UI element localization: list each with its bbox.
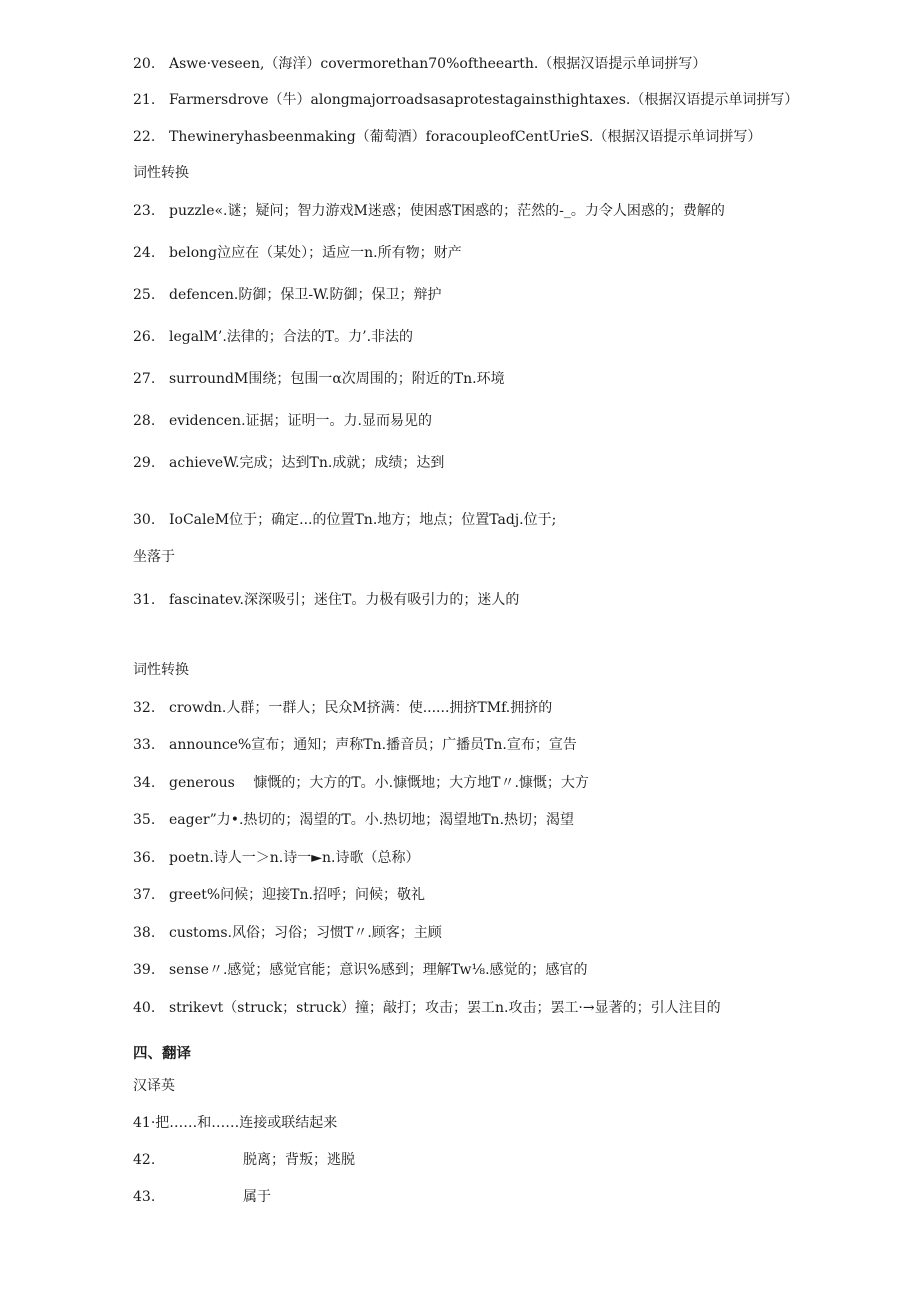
question-39 bbox=[133, 960, 880, 980]
question-number: 27. bbox=[133, 371, 156, 387]
question-text: surroundM围绕；包围一α次周围的；附近的Tn.环境 bbox=[169, 371, 505, 387]
question-31 bbox=[133, 590, 880, 610]
question-number: 36. bbox=[133, 850, 156, 866]
question-text: achieveW.完成；达到Tn.成就；成绩；达到 bbox=[169, 455, 445, 471]
question-text: generous 慷慨的；大方的T。小.慷慨地；大方地T〃.慷慨；大方 bbox=[169, 775, 589, 791]
question-27 bbox=[133, 369, 880, 389]
question-30 bbox=[133, 510, 880, 530]
question-42 bbox=[133, 1150, 880, 1170]
question-number: 25. bbox=[133, 287, 156, 303]
question-26 bbox=[133, 327, 880, 347]
question-28 bbox=[133, 411, 880, 431]
question-21 bbox=[133, 90, 880, 110]
section-heading-word-forms: 词性转换 bbox=[133, 165, 189, 181]
question-text: sense〃.感觉；感觉官能；意识%感到；理解Tw⅛.感觉的；感官的 bbox=[169, 962, 588, 978]
question-24 bbox=[133, 243, 880, 263]
question-text: defencen.防御；保卫-W.防御；保卫；辩护 bbox=[169, 287, 442, 303]
question-25 bbox=[133, 285, 880, 305]
question-text: legalM’.法律的；合法的T。力’.非法的 bbox=[169, 329, 414, 345]
question-text: evidencen.证据；证明一。力.显而易见的 bbox=[169, 413, 432, 429]
question-38 bbox=[133, 923, 880, 943]
question-text: poetn.诗人一＞n.诗一►n.诗歌（总称） bbox=[169, 850, 420, 866]
question-text: belong泣应在（某处）；适应一n.所有物；财产 bbox=[169, 245, 462, 261]
question-number: 33. bbox=[133, 737, 156, 753]
question-text: 脱离；背叛；逃脱 bbox=[243, 1152, 355, 1168]
question-number: 39. bbox=[133, 962, 156, 978]
question-number: 23. bbox=[133, 203, 156, 219]
question-30-continuation: 坐落于 bbox=[133, 549, 175, 565]
question-number: 20. bbox=[133, 56, 156, 72]
question-number: 21. bbox=[133, 92, 156, 108]
question-text: crowdn.人群；一群人；民众M挤满：使......拥挤TMf.拥挤的 bbox=[169, 700, 553, 716]
question-text: fascinatev.深深吸引；迷住T。力极有吸引力的；迷人的 bbox=[169, 592, 520, 608]
question-text: IoCaleM位于；确定...的位置Tn.地方；地点；位置Tadj.位于; bbox=[169, 512, 557, 528]
question-text: greet%问候；迎接Tn.招呼；问候；敬礼 bbox=[169, 887, 425, 903]
question-text: strikevt（struck；struck）撞；敲打；攻击；罢工n.攻击；罢工·→显著的；引人注目的 bbox=[169, 1000, 721, 1016]
question-29 bbox=[133, 453, 880, 473]
question-36 bbox=[133, 848, 880, 868]
question-23 bbox=[133, 201, 880, 221]
question-35 bbox=[133, 810, 880, 830]
question-33 bbox=[133, 735, 880, 755]
question-number: 42. bbox=[133, 1152, 156, 1168]
question-text: puzzle«.谜；疑问；智力游戏M迷惑；使困惑T困惑的；茫然的-_。力令人困惑的；费解的 bbox=[169, 203, 725, 219]
question-43 bbox=[133, 1187, 880, 1207]
subheading-chinese-to-english: 汉译英 bbox=[133, 1078, 175, 1094]
question-text: Thewineryhasbeenmaking（葡萄酒）foracoupleofCentUrieS.（根据汉语提示单词拼写） bbox=[169, 129, 762, 145]
question-number: 29. bbox=[133, 455, 156, 471]
question-number: 32. bbox=[133, 700, 156, 716]
question-number: 22. bbox=[133, 129, 156, 145]
question-text: Aswe·veseen,（海洋）covermorethan70%oftheearth.（根据汉语提示单词拼写） bbox=[169, 56, 707, 72]
question-text: customs.风俗；习俗；习惯T〃.顾客；主顾 bbox=[169, 925, 442, 941]
question-number: 26. bbox=[133, 329, 156, 345]
question-number: 35. bbox=[133, 812, 156, 828]
question-text: 属于 bbox=[243, 1189, 271, 1205]
question-22 bbox=[133, 127, 880, 147]
question-40 bbox=[133, 998, 880, 1018]
question-number: 28. bbox=[133, 413, 156, 429]
question-number: 37. bbox=[133, 887, 156, 903]
question-number: 40. bbox=[133, 1000, 156, 1016]
section-heading-translation: 四、翻译 bbox=[133, 1045, 191, 1062]
question-34 bbox=[133, 773, 880, 793]
question-number: 38. bbox=[133, 925, 156, 941]
question-number: 34. bbox=[133, 775, 156, 791]
question-number: 24. bbox=[133, 245, 156, 261]
question-32 bbox=[133, 698, 880, 718]
question-number: 31. bbox=[133, 592, 156, 608]
section-heading-word-forms-2: 词性转换 bbox=[133, 662, 189, 678]
question-37 bbox=[133, 885, 880, 905]
question-text: announce%宣布；通知；声称Tn.播音员；广播员Tn.宣布；宣告 bbox=[169, 737, 577, 753]
question-text: eager”力•.热切的；渴望的T。小.热切地；渴望地Tn.热切；渴望 bbox=[169, 812, 575, 828]
question-number: 30. bbox=[133, 512, 156, 528]
question-number: 43. bbox=[133, 1189, 156, 1205]
question-20 bbox=[133, 54, 880, 74]
question-41: 41·把……和……连接或联结起来 bbox=[133, 1115, 338, 1131]
question-text: Farmersdrove（牛）alongmajorroadsasaprotestagainsthightaxes.（根据汉语提示单词拼写） bbox=[169, 92, 799, 108]
